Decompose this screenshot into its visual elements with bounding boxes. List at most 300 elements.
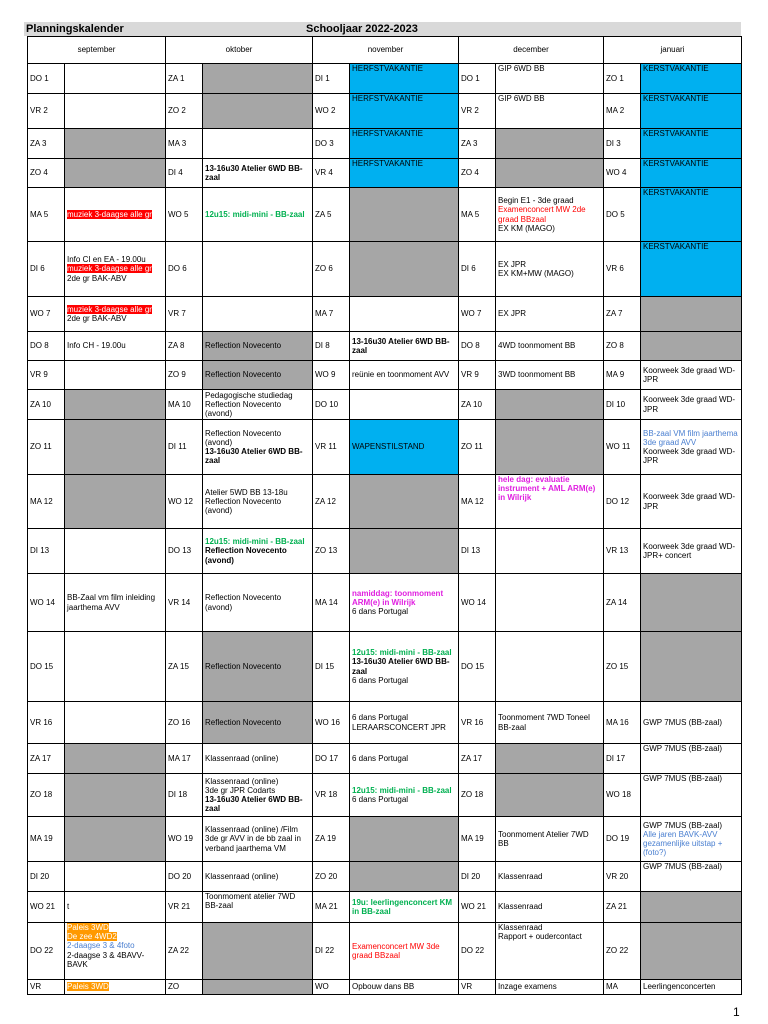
day-label: ZA 12	[313, 475, 350, 529]
event-cell	[496, 159, 604, 188]
event-text: HERFSTVAKANTIE	[352, 64, 423, 73]
day-label: ZO 9	[166, 361, 203, 390]
event-text: Opbouw dans BB	[352, 982, 415, 992]
event-text: Reflection Novecento (avond)	[205, 546, 287, 565]
event-cell	[350, 361, 459, 390]
event-cell	[496, 744, 604, 774]
event-text: Koorweek 3de graad WD-JPR+ concert	[643, 541, 736, 560]
event-text: Koorweek 3de graad WD-JPR	[643, 395, 736, 414]
event-cell	[65, 64, 166, 94]
day-label: ZA 21	[604, 892, 641, 923]
day-label: VR 14	[166, 574, 203, 632]
day-label: DO 8	[28, 332, 65, 361]
event-text: GWP 7MUS (BB-zaal)	[643, 774, 722, 783]
event-text: Rapport + oudercontact	[498, 932, 582, 942]
day-label: VR 2	[459, 94, 496, 129]
event-text: Reflection Novecento	[205, 341, 282, 351]
day-label: MA 2	[604, 94, 641, 129]
event-cell	[350, 980, 459, 995]
day-label: ZA 14	[604, 574, 641, 632]
event-text: 6 dans Portugal	[352, 753, 409, 763]
event-text: 2-daagse 3 & 4BAVV-BAVK	[67, 950, 145, 969]
day-label: ZA 3	[28, 129, 65, 159]
day-label: DO 13	[166, 529, 203, 574]
day-label: WO 19	[166, 817, 203, 862]
event-cell	[203, 242, 313, 297]
event-cell	[203, 188, 313, 242]
event-cell	[203, 574, 313, 632]
day-label: DO 8	[459, 332, 496, 361]
day-label: DO 15	[28, 632, 65, 702]
event-cell	[641, 332, 742, 361]
day-label: VR 4	[313, 159, 350, 188]
day-label: ZA 10	[459, 390, 496, 420]
day-label: DO 22	[459, 923, 496, 980]
event-text: GWP 7MUS (BB-zaal)	[643, 862, 722, 871]
event-text: Koorweek 3de graad WD-JPR	[643, 365, 736, 384]
event-cell	[496, 862, 604, 892]
day-label: WO 16	[313, 702, 350, 744]
event-cell	[65, 702, 166, 744]
day-label: ZA 3	[459, 129, 496, 159]
day-label: WO 12	[166, 475, 203, 529]
day-label: VR 13	[604, 529, 641, 574]
event-cell	[496, 632, 604, 702]
event-text: Reflection Novecento (avond)	[205, 399, 282, 419]
day-label: VR 16	[28, 702, 65, 744]
event-cell	[350, 297, 459, 332]
event-cell	[496, 420, 604, 475]
event-cell	[203, 632, 313, 702]
event-cell	[65, 862, 166, 892]
day-label: ZO 16	[166, 702, 203, 744]
calendar-row	[28, 159, 742, 188]
event-cell	[641, 702, 742, 744]
event-cell	[203, 862, 313, 892]
event-text: KERSTVAKANTIE	[643, 188, 709, 197]
event-cell	[496, 94, 604, 129]
event-text: 3de gr JPR Codarts	[205, 785, 276, 795]
event-text: Reflection Novecento	[205, 717, 282, 727]
event-cell	[641, 188, 742, 242]
event-cell	[203, 420, 313, 475]
event-text: 6 dans Portugal	[352, 675, 409, 685]
day-label: ZO 2	[166, 94, 203, 129]
event-cell	[65, 632, 166, 702]
event-text: Klassenraad	[498, 871, 543, 881]
event-text: reünie en toonmoment AVV	[352, 370, 450, 380]
event-cell	[496, 297, 604, 332]
event-text: GIP 6WD BB	[498, 64, 545, 73]
calendar-row	[28, 242, 742, 297]
day-label: MA	[604, 980, 641, 995]
day-label: VR	[459, 980, 496, 995]
day-label: WO 4	[604, 159, 641, 188]
event-text: HERFSTVAKANTIE	[352, 159, 423, 168]
event-cell	[641, 574, 742, 632]
day-label: WO 14	[28, 574, 65, 632]
event-cell	[496, 574, 604, 632]
month-header: november	[313, 37, 459, 64]
day-label: MA 12	[459, 475, 496, 529]
event-text: Klassenraad	[498, 902, 543, 912]
day-label: DO 1	[459, 64, 496, 94]
calendar-row	[28, 774, 742, 817]
day-label: DI 3	[604, 129, 641, 159]
event-text: 12u15: midi-mini - BB-zaal	[205, 537, 305, 547]
event-text: Klassenraad (online)	[205, 776, 279, 786]
event-text: KERSTVAKANTIE	[643, 64, 709, 73]
day-label: ZO	[166, 980, 203, 995]
event-cell	[65, 332, 166, 361]
event-cell	[496, 475, 604, 529]
event-text: EX JPR	[498, 259, 527, 269]
event-cell	[350, 774, 459, 817]
calendar-row	[28, 129, 742, 159]
calendar-row	[28, 64, 742, 94]
event-text: t	[67, 902, 70, 912]
event-cell	[65, 475, 166, 529]
event-text: EX JPR	[498, 309, 527, 319]
event-cell	[496, 774, 604, 817]
day-label: MA 21	[313, 892, 350, 923]
event-text: KERSTVAKANTIE	[643, 129, 709, 138]
day-label: VR 2	[28, 94, 65, 129]
event-text: Koorweek 3de graad WD-JPR	[643, 447, 736, 466]
day-label: ZO 18	[28, 774, 65, 817]
day-label: ZO 20	[313, 862, 350, 892]
event-cell	[641, 475, 742, 529]
event-cell	[641, 297, 742, 332]
event-cell	[65, 923, 166, 980]
day-label: ZA 10	[28, 390, 65, 420]
event-cell	[496, 892, 604, 923]
event-text: 13-16u30 Atelier 6WD BB-zaal	[205, 447, 303, 466]
event-cell	[350, 159, 459, 188]
event-cell	[350, 188, 459, 242]
event-text: WAPENSTILSTAND	[352, 442, 425, 452]
event-text: LERAARSCONCERT JPR	[352, 722, 446, 732]
event-cell	[496, 361, 604, 390]
event-text: BB-Zaal vm film inleiding jaarthema AVV	[67, 593, 156, 612]
event-cell	[641, 774, 742, 817]
event-text: 13-16u30 Atelier 6WD BB-zaal	[352, 336, 450, 355]
day-label: WO 21	[28, 892, 65, 923]
event-text: 2de gr BAK-ABV	[67, 273, 127, 283]
event-text: Reflection Novecento (avond)	[205, 496, 282, 516]
calendar-row	[28, 420, 742, 475]
day-label: DO 12	[604, 475, 641, 529]
event-text: Paleis 3WD	[67, 982, 109, 992]
day-label: WO 7	[459, 297, 496, 332]
day-label: WO 11	[604, 420, 641, 475]
day-label: MA 5	[459, 188, 496, 242]
day-label: ZO 11	[28, 420, 65, 475]
day-label: ZO 4	[28, 159, 65, 188]
event-cell	[350, 94, 459, 129]
day-label: MA 9	[604, 361, 641, 390]
event-cell	[203, 817, 313, 862]
day-label: VR 18	[313, 774, 350, 817]
event-text: 13-16u30 Atelier 6WD BB-zaal	[205, 163, 303, 182]
event-cell	[65, 817, 166, 862]
event-text: 19u: leerlingenconcert KM in BB-zaal	[352, 897, 453, 916]
event-cell	[641, 817, 742, 862]
calendar-title: Planningskalender	[26, 23, 124, 35]
event-cell	[65, 129, 166, 159]
event-text: Examenconcert MW 2de graad BBzaal	[498, 205, 586, 224]
page-number: 1	[733, 1005, 740, 1019]
day-label: MA 7	[313, 297, 350, 332]
event-cell	[65, 297, 166, 332]
event-cell	[203, 744, 313, 774]
event-cell	[350, 475, 459, 529]
event-text: hele dag: evaluatie instrument + AML ARM(e) in Wilrijk	[498, 475, 596, 503]
day-label: ZO 8	[604, 332, 641, 361]
event-cell	[203, 475, 313, 529]
event-cell	[203, 892, 313, 923]
day-label: DO 1	[28, 64, 65, 94]
event-text: 4WD toonmoment BB	[498, 341, 576, 351]
event-cell	[65, 420, 166, 475]
event-text: muziek 3-daagse alle gr	[67, 209, 152, 219]
day-label: DO 20	[166, 862, 203, 892]
calendar-row	[28, 923, 742, 980]
day-label: ZO 18	[459, 774, 496, 817]
event-cell	[496, 242, 604, 297]
calendar-body	[28, 64, 742, 995]
event-text: 13-16u30 Atelier 6WD BB-zaal	[352, 657, 450, 676]
event-cell	[641, 923, 742, 980]
day-label: MA 19	[459, 817, 496, 862]
event-text: Leerlingenconcerten	[643, 982, 716, 992]
event-cell	[496, 188, 604, 242]
event-cell	[350, 64, 459, 94]
day-label: ZO 15	[604, 632, 641, 702]
day-label: VR 6	[604, 242, 641, 297]
month-header: december	[459, 37, 604, 64]
event-cell	[496, 332, 604, 361]
event-cell	[641, 529, 742, 574]
event-text: Toonmoment atelier 7WD BB-zaal	[205, 892, 296, 911]
calendar-row	[28, 817, 742, 862]
day-label: DI 4	[166, 159, 203, 188]
event-cell	[350, 862, 459, 892]
day-label: VR 11	[313, 420, 350, 475]
day-label: DI 20	[28, 862, 65, 892]
event-text: Examenconcert MW 3de graad BBzaal	[352, 941, 440, 960]
event-cell	[350, 529, 459, 574]
event-text: Reflection Novecento (avond)	[205, 593, 282, 612]
event-cell	[350, 923, 459, 980]
day-label: MA 16	[604, 702, 641, 744]
event-text: 12u15: midi-mini - BB-zaal	[205, 209, 305, 219]
day-label: DO 15	[459, 632, 496, 702]
day-label: ZO 11	[459, 420, 496, 475]
day-label: DI 17	[604, 744, 641, 774]
event-cell	[350, 390, 459, 420]
event-text: Reflection Novecento	[205, 661, 282, 671]
day-label: DI 6	[459, 242, 496, 297]
event-cell	[203, 980, 313, 995]
event-text: 12u15: midi-mini - BB-zaal	[352, 785, 452, 795]
event-cell	[641, 744, 742, 774]
event-text: Klassenraad (online)	[205, 871, 279, 881]
event-text: GWP 7MUS (BB-zaal)	[643, 717, 722, 727]
event-cell	[65, 188, 166, 242]
day-label: VR 21	[166, 892, 203, 923]
event-cell	[65, 390, 166, 420]
day-label: VR 20	[604, 862, 641, 892]
event-cell	[203, 390, 313, 420]
event-cell	[641, 94, 742, 129]
event-cell	[65, 774, 166, 817]
calendar-row	[28, 529, 742, 574]
event-cell	[641, 980, 742, 995]
event-cell	[65, 574, 166, 632]
day-label: ZA 7	[604, 297, 641, 332]
event-cell	[203, 64, 313, 94]
calendar-row	[28, 892, 742, 923]
event-text: muziek 3-daagse alle gr	[67, 304, 152, 314]
event-text: Reflection Novecento	[205, 370, 282, 380]
event-cell	[641, 159, 742, 188]
day-label: DI 8	[313, 332, 350, 361]
event-cell	[350, 420, 459, 475]
event-cell	[350, 817, 459, 862]
calendar-row	[28, 361, 742, 390]
event-text: GWP 7MUS (BB-zaal)	[643, 744, 722, 753]
day-label: ZO 6	[313, 242, 350, 297]
calendar-row	[28, 744, 742, 774]
day-label: ZA 22	[166, 923, 203, 980]
event-cell	[203, 297, 313, 332]
calendar-row	[28, 702, 742, 744]
event-text: De zee 4WD2	[67, 932, 117, 942]
event-text: Info CH - 19.00u	[67, 341, 126, 351]
event-text: 6 dans Portugal	[352, 607, 409, 617]
event-text: Atelier 5WD BB 13-18u	[205, 487, 288, 497]
day-label: DI 6	[28, 242, 65, 297]
day-label: DI 10	[604, 390, 641, 420]
event-text: Toonmoment 7WD Toneel	[498, 713, 590, 723]
day-label: WO 9	[313, 361, 350, 390]
event-cell	[65, 892, 166, 923]
day-label: ZA 17	[459, 744, 496, 774]
calendar-header	[24, 22, 741, 36]
event-cell	[496, 529, 604, 574]
day-label: WO	[313, 980, 350, 995]
event-cell	[350, 242, 459, 297]
event-cell	[203, 332, 313, 361]
event-text: Info CI en EA - 19.00u	[67, 255, 146, 265]
calendar-row	[28, 574, 742, 632]
event-cell	[496, 923, 604, 980]
day-label: ZA 8	[166, 332, 203, 361]
calendar-row	[28, 475, 742, 529]
event-cell	[203, 774, 313, 817]
day-label: DO 3	[313, 129, 350, 159]
day-label: MA 5	[28, 188, 65, 242]
day-label: VR 9	[28, 361, 65, 390]
event-cell	[496, 702, 604, 744]
event-cell	[203, 129, 313, 159]
event-cell	[65, 529, 166, 574]
event-text: 6 dans Portugal	[352, 795, 409, 804]
event-text: Klassenraad	[498, 923, 543, 932]
day-label: DI 22	[313, 923, 350, 980]
event-text: GWP 7MUS (BB-zaal)	[643, 820, 722, 830]
day-label: VR 9	[459, 361, 496, 390]
calendar-row	[28, 980, 742, 995]
event-text: namiddag: toonmoment ARM(e) in Wilrijk	[352, 588, 444, 607]
event-cell	[203, 94, 313, 129]
day-label: DI 1	[313, 64, 350, 94]
event-text: Klassenraad (online) /Film 3de gr AVV in de bb zaal in verband jaarthema VM	[205, 825, 301, 853]
event-text: KERSTVAKANTIE	[643, 159, 709, 168]
day-label: ZO 1	[604, 64, 641, 94]
event-cell	[496, 64, 604, 94]
day-label: DI 13	[459, 529, 496, 574]
event-cell	[350, 332, 459, 361]
calendar-row	[28, 632, 742, 702]
day-label: DI 13	[28, 529, 65, 574]
event-text: 6 dans Portugal	[352, 713, 409, 723]
event-cell	[203, 923, 313, 980]
day-label: MA 19	[28, 817, 65, 862]
calendar-row	[28, 862, 742, 892]
calendar-row	[28, 94, 742, 129]
day-label: DI 18	[166, 774, 203, 817]
event-text: 2-daagse 3 & 4foto	[67, 941, 135, 951]
event-cell	[641, 632, 742, 702]
day-label: DI 20	[459, 862, 496, 892]
event-text: EX KM+MW (MAGO)	[498, 269, 574, 278]
event-cell	[65, 744, 166, 774]
day-label: DI 15	[313, 632, 350, 702]
event-cell	[641, 64, 742, 94]
event-cell	[350, 574, 459, 632]
day-label: ZO 4	[459, 159, 496, 188]
event-cell	[641, 420, 742, 475]
day-label: MA 14	[313, 574, 350, 632]
event-cell	[350, 632, 459, 702]
event-cell	[65, 361, 166, 390]
day-label: WO 14	[459, 574, 496, 632]
event-cell	[350, 892, 459, 923]
day-label: DO 22	[28, 923, 65, 980]
event-text: Paleis 3WD	[67, 923, 109, 932]
day-label: ZA 15	[166, 632, 203, 702]
day-label: ZA 17	[28, 744, 65, 774]
event-text: Klassenraad (online)	[205, 753, 279, 763]
event-cell	[641, 361, 742, 390]
day-label: ZO 22	[604, 923, 641, 980]
day-label: WO 2	[313, 94, 350, 129]
event-text: BB-zaal VM film jaarthema 3de graad AVV	[643, 428, 738, 447]
calendar-row	[28, 390, 742, 420]
calendar-row	[28, 297, 742, 332]
event-text: Inzage examens	[498, 982, 557, 992]
event-text: muziek 3-daagse alle gr	[67, 264, 152, 274]
event-text: Toonmoment Atelier 7WD BB	[498, 829, 589, 848]
event-cell	[496, 817, 604, 862]
event-text: 2de gr BAK-ABV	[67, 314, 127, 323]
day-label: WO 5	[166, 188, 203, 242]
event-text: 3WD toonmoment BB	[498, 370, 576, 380]
event-cell	[203, 159, 313, 188]
day-label: DO 5	[604, 188, 641, 242]
